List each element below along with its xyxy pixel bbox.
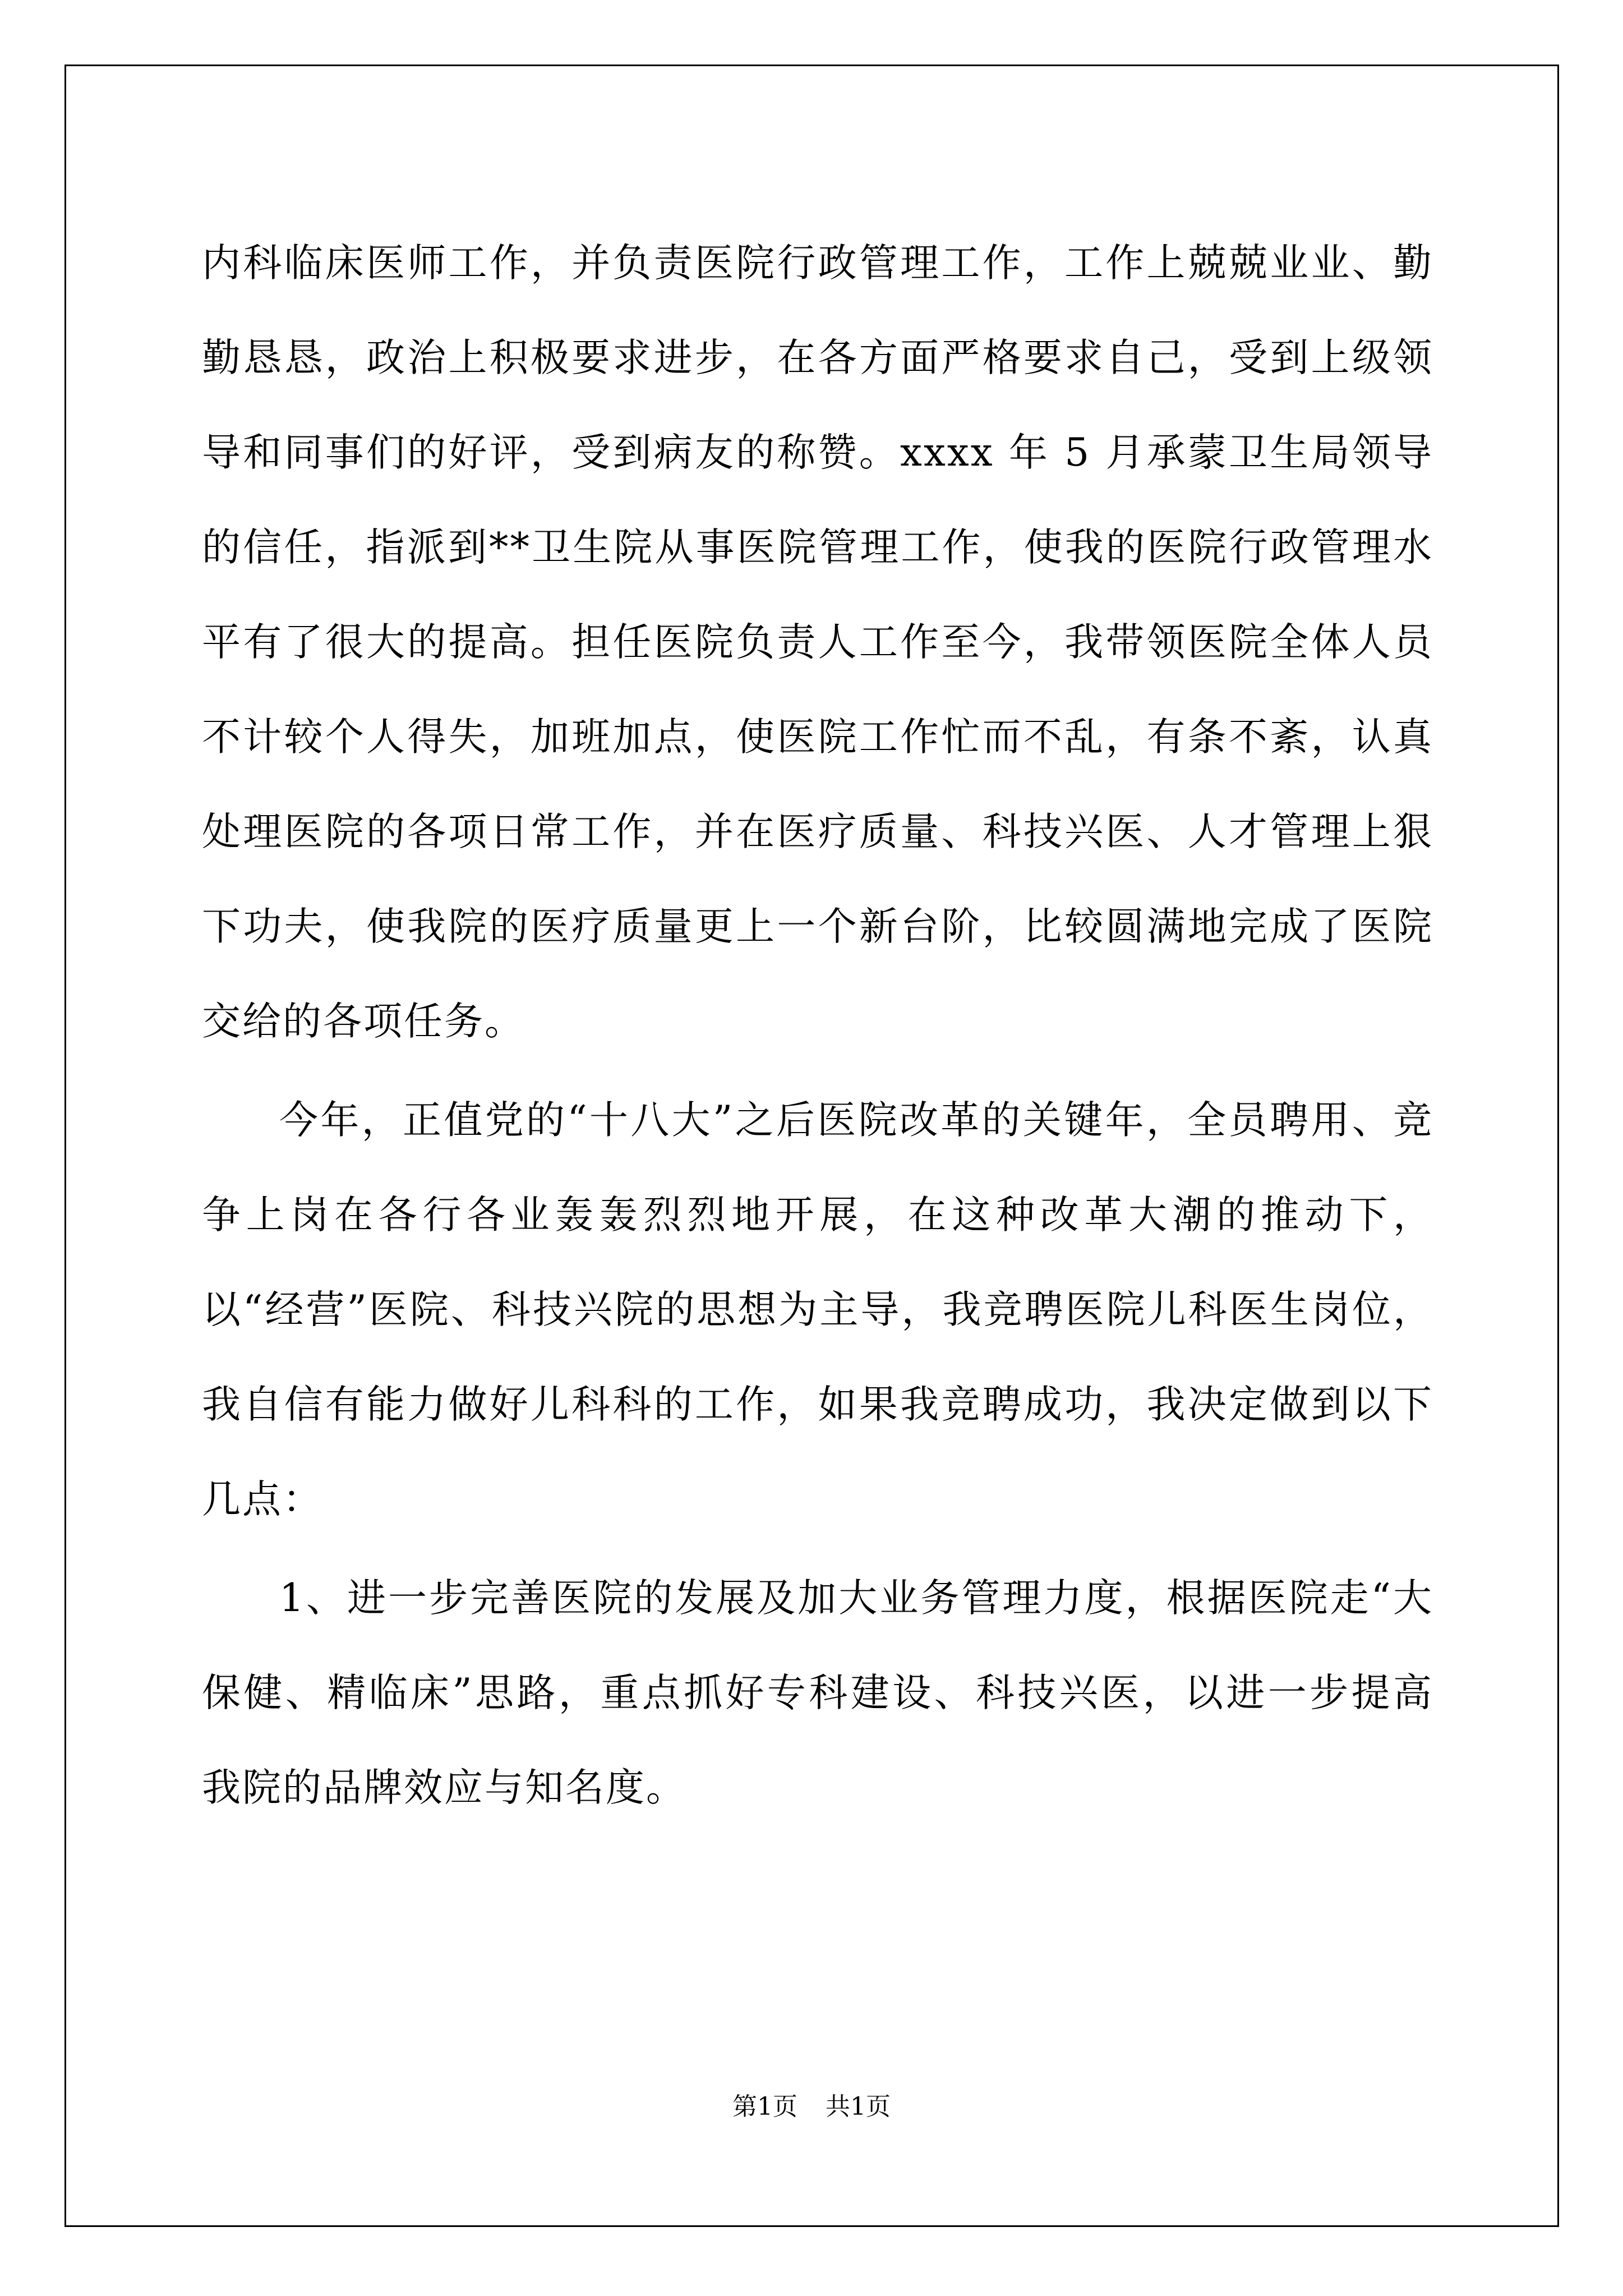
paragraph-1: 内科临床医师工作，并负责医院行政管理工作，工作上兢兢业业、勤勤恳恳，政治上积极要求进步，在各方面严格要求自己，受到上级领导和同事们的好评，受到病友的称赞。xxxx 年 5 月承蒙卫生局领导的信任，指派到**卫生院从事医院管理工作，使我的医院行政管理水平有了很大的提高。担任医院负责人工作至今，我带领医院全体人员不计较个人得失，加班加点，使医院工作忙而不乱，有条不紊，认真处理医院的各项日常工作，并在医疗质量、科技兴医、人才管理上狠下功夫，使我院的医疗质量更上一个新台阶，比较圆满地完成了医院交给的各项任务。 (202, 241, 1433, 1044)
page-footer (0, 2090, 1623, 2124)
page-number-current: 第1页 (732, 2092, 797, 2121)
document-body (202, 216, 1433, 1835)
paragraph-3: 1、进一步完善医院的发展及加大业务管理力度，根据医院走“大保健、精临床”思路，重点抓好专科建设、科技兴医，以进一步提高我院的品牌效应与知名度。 (202, 1576, 1433, 1810)
page-number-total: 共1页 (826, 2092, 891, 2121)
paragraph-2: 今年，正值党的“十八大”之后医院改革的关键年，全员聘用、竞争上岗在各行各业轰轰烈烈地开展，在这种改革大潮的推动下，以“经营”医院、科技兴院的思想为主导，我竞聘医院儿科医生岗位，我自信有能力做好儿科科的工作，如果我竞聘成功，我决定做到以下几点： (202, 1098, 1433, 1522)
